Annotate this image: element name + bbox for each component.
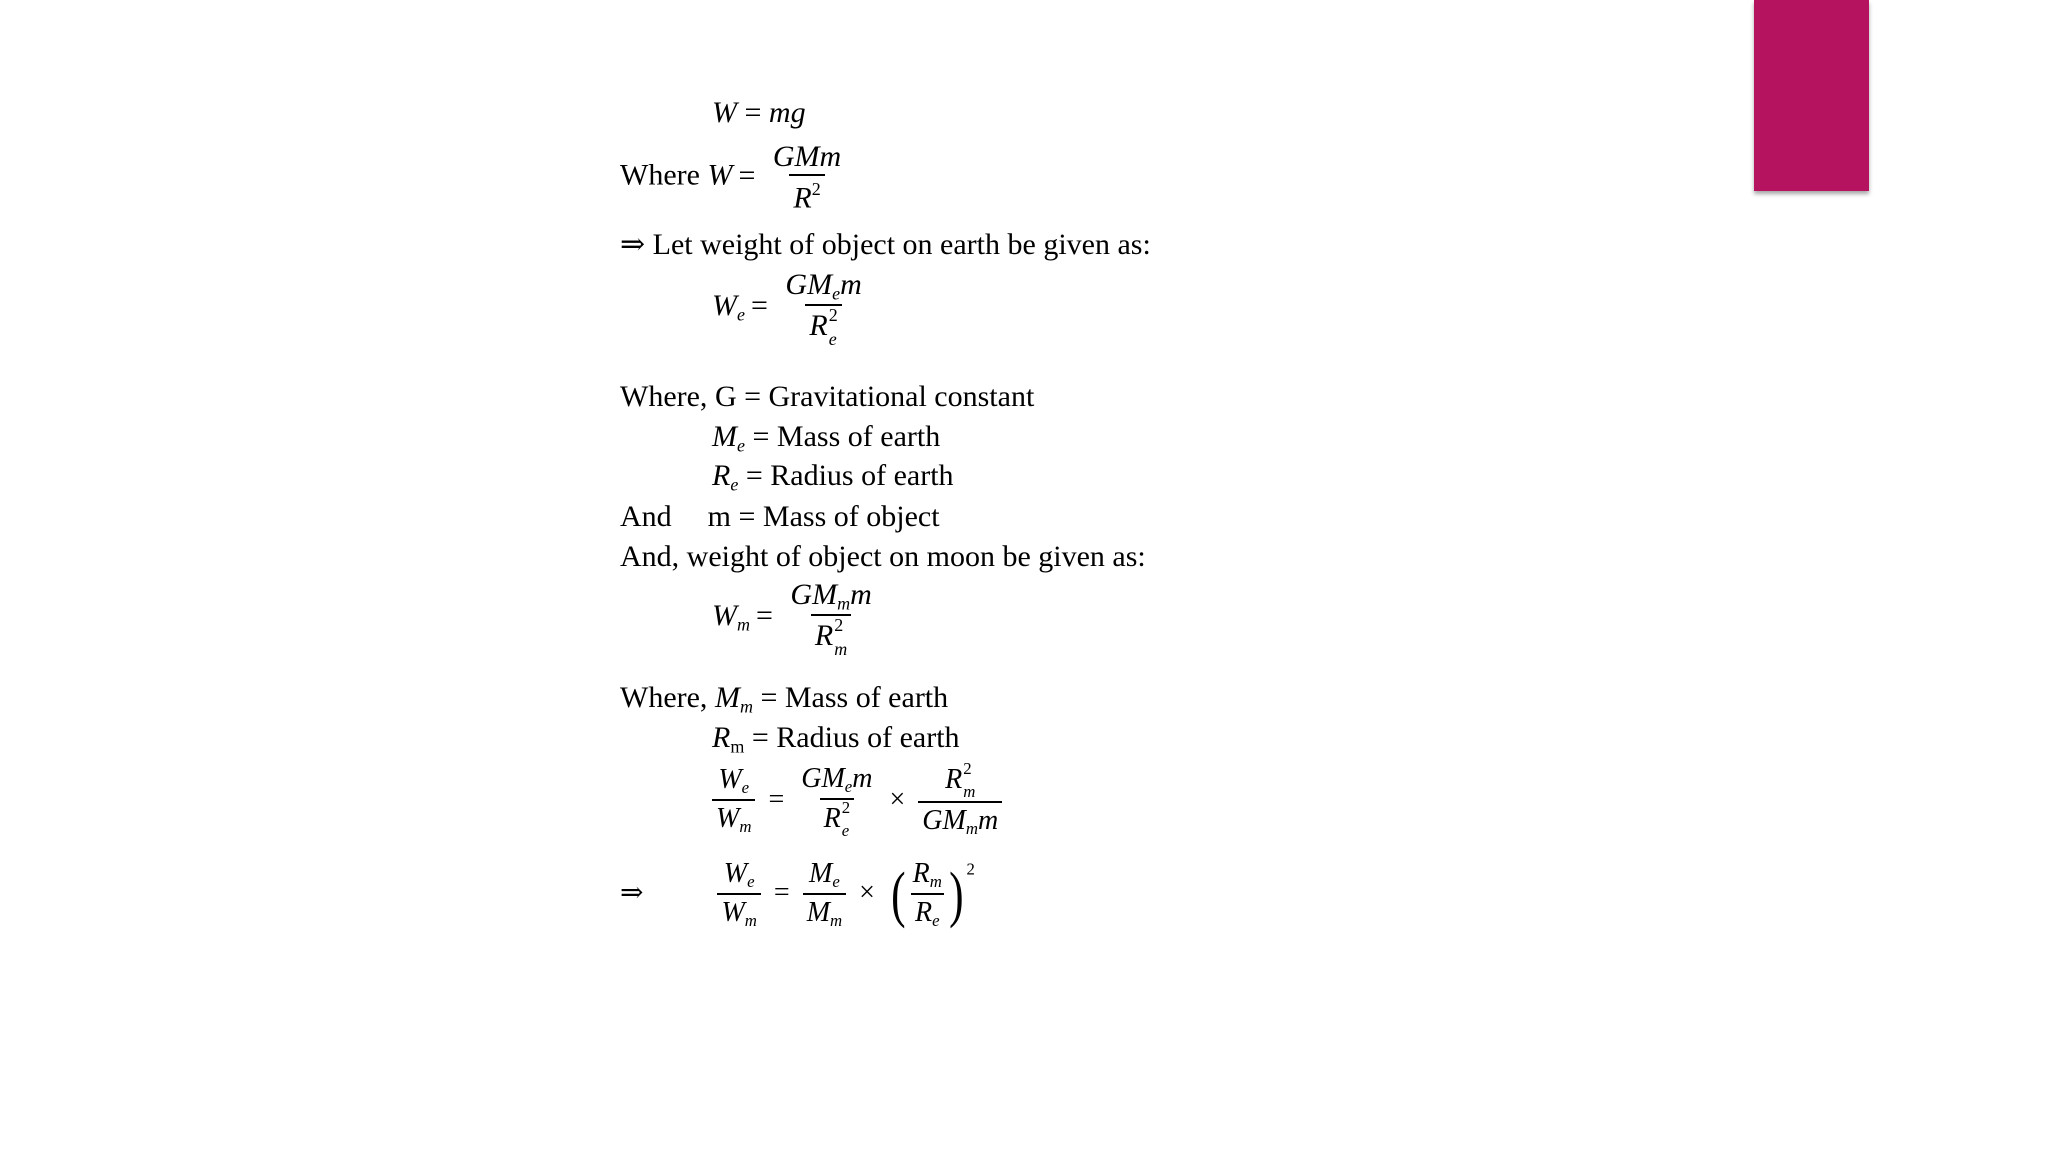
text-moon-weight-intro: And, weight of object on moon be given as:: [620, 540, 1146, 573]
equation-weight: W = mg: [712, 96, 806, 129]
equation-ratio: $\frac{W_e}{W_m}$ = $GM_em$ R 2 e × R 2 m $GM_mm$: [712, 765, 1002, 837]
equation-gravitation: Where W = $\frac{\text{GMm}}{R^2}$: [620, 140, 842, 215]
definition-re: $R_e$ = Radius of earth: [712, 459, 954, 495]
equation-final-ratio: ⇒ $\frac{W_e}{W_m}$ = $\frac{M_e}{M_m}$ × ( $\frac{R_m}{R_e}$ ) $^2$: [620, 858, 975, 930]
definition-m: And m = Mass of object: [620, 500, 940, 533]
definition-g: Where, G = Gravitational constant: [620, 380, 1035, 413]
definition-rm: $R_m$ = Radius of earth: [712, 721, 960, 757]
text-earth-weight-intro: ⇒ Let weight of object on earth be given as:: [620, 228, 1151, 261]
definition-mm: Where, $M_m$ = Mass of earth: [620, 681, 949, 717]
accent-bar: [1754, 0, 1869, 191]
equation-earth-weight: $W_e$ = $GM_em$ R 2 e: [712, 268, 862, 350]
equation-moon-weight: $W_m$ = $GM_mm$ R 2 m: [712, 578, 872, 660]
definition-me: $M_e$ = Mass of earth: [712, 420, 941, 456]
